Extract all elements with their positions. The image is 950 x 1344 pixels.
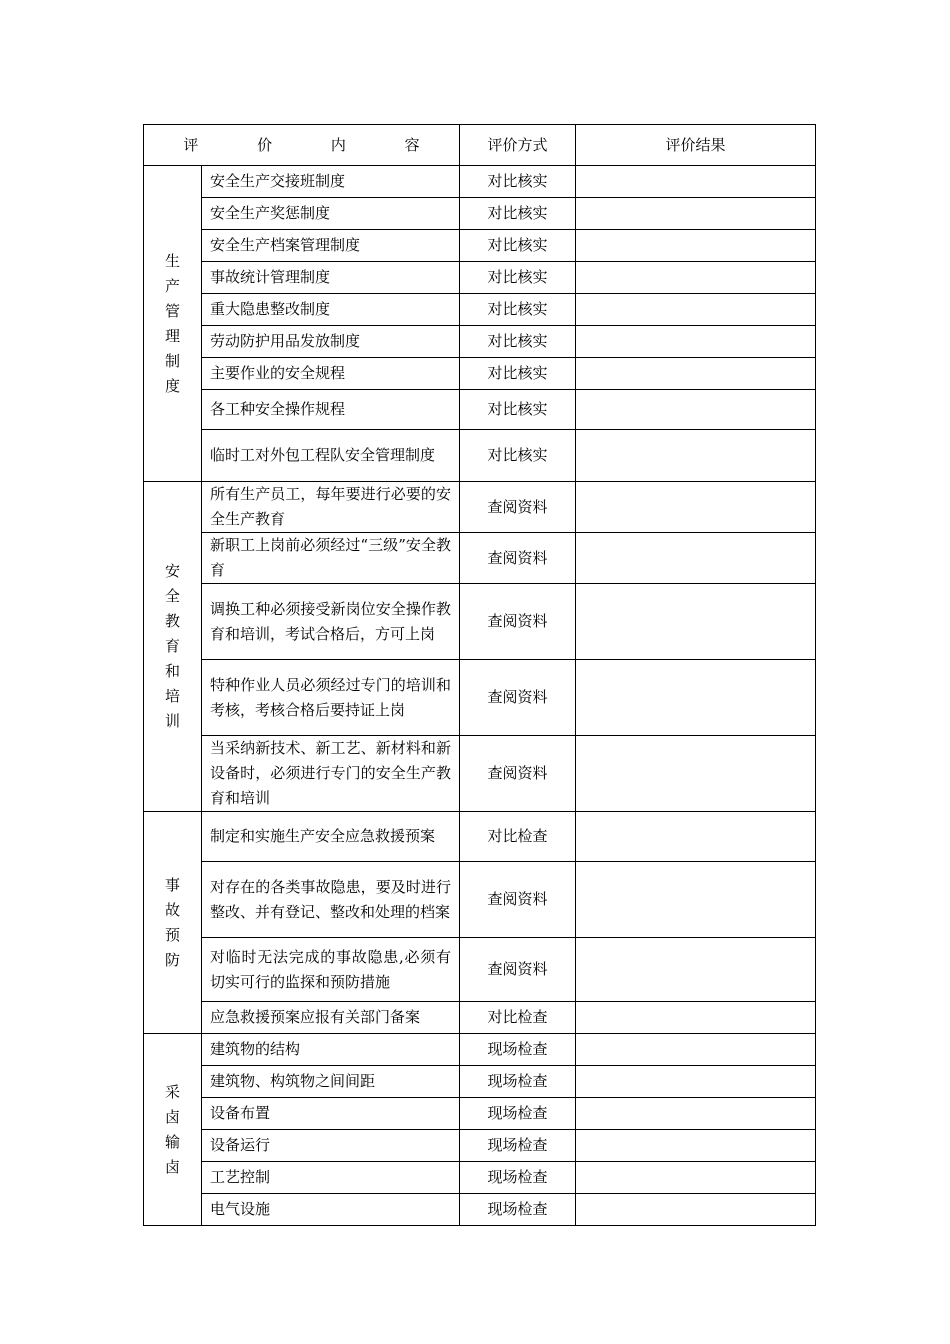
evaluation-method: 现场检查 <box>460 1162 576 1194</box>
evaluation-method: 对比核实 <box>460 294 576 326</box>
evaluation-item: 安全生产奖惩制度 <box>202 198 460 230</box>
evaluation-item: 安全生产交接班制度 <box>202 166 460 198</box>
evaluation-item: 各工种安全操作规程 <box>202 390 460 430</box>
evaluation-result-cell[interactable] <box>576 294 816 326</box>
evaluation-item: 对临时无法完成的事故隐患,必须有切实可行的监探和预防措施 <box>202 938 460 1002</box>
evaluation-method: 现场检查 <box>460 1194 576 1226</box>
evaluation-result-cell[interactable] <box>576 862 816 938</box>
table-row <box>144 358 816 390</box>
evaluation-method: 对比核实 <box>460 358 576 390</box>
evaluation-method: 现场检查 <box>460 1034 576 1066</box>
evaluation-method: 对比核实 <box>460 230 576 262</box>
evaluation-item: 调换工种必须接受新岗位安全操作教育和培训，考试合格后，方可上岗 <box>202 584 460 660</box>
evaluation-method: 现场检查 <box>460 1066 576 1098</box>
evaluation-result-cell[interactable] <box>576 938 816 1002</box>
table-row <box>144 862 816 938</box>
evaluation-result-cell[interactable] <box>576 812 816 862</box>
table-row <box>144 230 816 262</box>
table-row <box>144 1034 816 1066</box>
evaluation-result-cell[interactable] <box>576 482 816 533</box>
evaluation-item: 应急救援预案应报有关部门备案 <box>202 1002 460 1034</box>
evaluation-result-cell[interactable] <box>576 230 816 262</box>
evaluation-item: 特种作业人员必须经过专门的培训和考核，考核合格后要持证上岗 <box>202 660 460 736</box>
evaluation-result-cell[interactable] <box>576 390 816 430</box>
evaluation-method: 查阅资料 <box>460 533 576 584</box>
evaluation-method: 查阅资料 <box>460 862 576 938</box>
table-row <box>144 736 816 812</box>
evaluation-result-cell[interactable] <box>576 326 816 358</box>
evaluation-result-cell[interactable] <box>576 660 816 736</box>
evaluation-result-cell[interactable] <box>576 584 816 660</box>
evaluation-result-cell[interactable] <box>576 430 816 482</box>
table-row <box>144 533 816 584</box>
evaluation-result-cell[interactable] <box>576 1098 816 1130</box>
evaluation-method: 查阅资料 <box>460 660 576 736</box>
table-row <box>144 1162 816 1194</box>
header-content: 评 价 内 容 <box>144 125 460 166</box>
category-label: 事故预防 <box>165 875 181 969</box>
evaluation-result-cell[interactable] <box>576 736 816 812</box>
table-row <box>144 294 816 326</box>
evaluation-result-cell[interactable] <box>576 1130 816 1162</box>
evaluation-result-cell[interactable] <box>576 1002 816 1034</box>
evaluation-item: 设备布置 <box>202 1098 460 1130</box>
evaluation-result-cell[interactable] <box>576 358 816 390</box>
evaluation-method: 查阅资料 <box>460 938 576 1002</box>
table-row <box>144 198 816 230</box>
evaluation-method: 对比核实 <box>460 166 576 198</box>
evaluation-method: 对比核实 <box>460 430 576 482</box>
table-row <box>144 390 816 430</box>
evaluation-result-cell[interactable] <box>576 1034 816 1066</box>
evaluation-item: 临时工对外包工程队安全管理制度 <box>202 430 460 482</box>
evaluation-result-cell[interactable] <box>576 166 816 198</box>
table-row <box>144 430 816 482</box>
table-row <box>144 166 816 198</box>
table-row <box>144 326 816 358</box>
evaluation-method: 查阅资料 <box>460 584 576 660</box>
table-row <box>144 1130 816 1162</box>
category-label: 安全教育和培训 <box>165 562 181 730</box>
evaluation-result-cell[interactable] <box>576 1194 816 1226</box>
evaluation-item: 当采纳新技术、新工艺、新材料和新设备时，必须进行专门的安全生产教育和培训 <box>202 736 460 812</box>
header-row <box>144 125 816 166</box>
evaluation-item: 对存在的各类事故隐患，要及时进行整改、并有登记、整改和处理的档案 <box>202 862 460 938</box>
evaluation-item: 建筑物的结构 <box>202 1034 460 1066</box>
evaluation-method: 现场检查 <box>460 1098 576 1130</box>
evaluation-table <box>143 124 816 1226</box>
category-production-management <box>144 166 202 482</box>
category-safety-education <box>144 482 202 812</box>
table-row <box>144 938 816 1002</box>
table-row <box>144 1002 816 1034</box>
evaluation-item: 重大隐患整改制度 <box>202 294 460 326</box>
evaluation-item: 建筑物、构筑物之间间距 <box>202 1066 460 1098</box>
table-row <box>144 1066 816 1098</box>
table-row <box>144 1194 816 1226</box>
evaluation-item: 制定和实施生产安全应急救援预案 <box>202 812 460 862</box>
table-row <box>144 1098 816 1130</box>
category-accident-prevention <box>144 812 202 1034</box>
evaluation-item: 安全生产档案管理制度 <box>202 230 460 262</box>
evaluation-item: 所有生产员工，每年要进行必要的安全生产教育 <box>202 482 460 533</box>
evaluation-result-cell[interactable] <box>576 533 816 584</box>
evaluation-item: 事故统计管理制度 <box>202 262 460 294</box>
table-row <box>144 482 816 533</box>
evaluation-method: 对比核实 <box>460 390 576 430</box>
evaluation-method: 对比检查 <box>460 1002 576 1034</box>
evaluation-method: 查阅资料 <box>460 736 576 812</box>
header-result: 评价结果 <box>576 125 816 166</box>
evaluation-method: 现场检查 <box>460 1130 576 1162</box>
evaluation-item: 主要作业的安全规程 <box>202 358 460 390</box>
table-row <box>144 812 816 862</box>
evaluation-item: 设备运行 <box>202 1130 460 1162</box>
evaluation-method: 对比核实 <box>460 326 576 358</box>
table-row <box>144 262 816 294</box>
evaluation-method: 对比核实 <box>460 198 576 230</box>
evaluation-item: 工艺控制 <box>202 1162 460 1194</box>
evaluation-item: 电气设施 <box>202 1194 460 1226</box>
category-brine-extraction <box>144 1034 202 1226</box>
category-label: 采卤输卤 <box>165 1082 181 1176</box>
evaluation-method: 对比检查 <box>460 812 576 862</box>
evaluation-result-cell[interactable] <box>576 1162 816 1194</box>
evaluation-item: 劳动防护用品发放制度 <box>202 326 460 358</box>
table-row <box>144 660 816 736</box>
evaluation-result-cell[interactable] <box>576 1066 816 1098</box>
category-label: 生产管理制度 <box>165 251 181 395</box>
evaluation-method: 对比核实 <box>460 262 576 294</box>
evaluation-result-cell[interactable] <box>576 198 816 230</box>
evaluation-method: 查阅资料 <box>460 482 576 533</box>
evaluation-item: 新职工上岗前必须经过“三级”安全教育 <box>202 533 460 584</box>
evaluation-result-cell[interactable] <box>576 262 816 294</box>
header-method: 评价方式 <box>460 125 576 166</box>
table-row <box>144 584 816 660</box>
